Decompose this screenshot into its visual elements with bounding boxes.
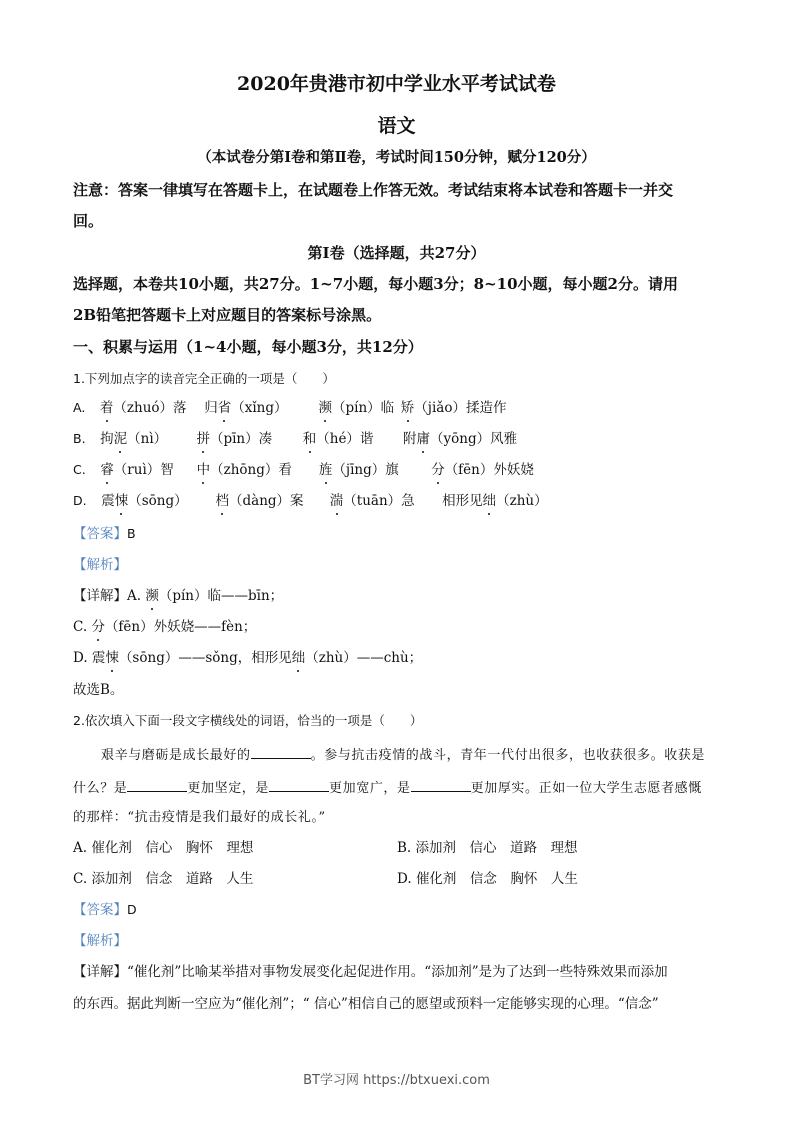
q2-option-b: B. 添加剂 信心 道路 理想 (397, 840, 578, 856)
q1-d-item-4: 相形见绌（zhù） (442, 493, 548, 509)
q1-option-b: B. 拘泥（nì） 拼（pīn）凑 和（hé）谐 附庸（yōng）风雅 (73, 431, 518, 447)
q1-conclusion: 故选B。 (73, 682, 124, 698)
q2-option-d: D. 催化剂 信念 胸怀 人生 (397, 871, 578, 887)
blank-2 (127, 777, 187, 792)
footer-watermark: BT学习网 https://btxuexi.com (303, 1073, 490, 1088)
exam-title: 2020年贵港市初中学业水平考试试卷 (237, 73, 556, 95)
answer-value: B (127, 526, 136, 541)
q1-b-item-1: 拘泥（nì） (100, 431, 168, 447)
q1-option-a: A. 着（zhuó）落 归省（xǐng） 濒（pín）临 矫（jiǎo）揉造作 (73, 400, 507, 416)
section-heading: 一、积累与运用（1~4小题，每小题3分，共12分） (73, 338, 423, 356)
q1-a-item-1: 着（zhuó）落 (99, 400, 187, 416)
answer-label: 【答案】 (73, 902, 127, 918)
detail-label: 【详解】 (73, 588, 127, 604)
q1-c-item-4: 分（fēn）外妖娆 (431, 462, 534, 478)
q1-a-item-4: 矫（jiǎo）揉造作 (400, 400, 507, 416)
q1-stem: 1.下列加点字的读音完全正确的一项是（ ） (73, 371, 335, 386)
q1-detail-2: C. 分（fēn）外妖娆——fèn； (73, 619, 257, 635)
blank-1 (251, 744, 311, 759)
notice-line-1: 注意：答案一律填写在答题卡上，在试题卷上作答无效。考试结束将本试卷和答题卡一并交 (73, 181, 674, 199)
part1-heading: 第Ⅰ卷（选择题，共27分） (307, 244, 486, 262)
q1-d-item-1: 震悚（sōng） (101, 493, 188, 509)
q1-d-item-3: 湍（tuān）急 (329, 493, 415, 509)
q1-b-item-3: 和（hé）谐 (302, 431, 374, 447)
q2-answer (73, 900, 137, 920)
q1-detail-1: 【详解】A. 濒（pín）临——bīn； (73, 588, 284, 604)
q1-analysis-label: 【解析】 (73, 557, 127, 573)
q2-passage-line-2: 什么？是 更加坚定，是 更加宽广，是 更加厚实。正如一位大学生志愿者感慨 (73, 777, 702, 799)
q1-c-item-2: 中（zhōng）看 (196, 462, 292, 478)
q2-options-row-1 (73, 838, 733, 858)
q2-passage-line-3: 的那样：“抗击疫情是我们最好的成长礼。” (73, 810, 326, 825)
notice-line-2: 回。 (73, 212, 104, 230)
q2-options-row-2 (73, 869, 733, 889)
q2-detail-2: 的东西。据此判断一空应为“催化剂”；“ 信心”相信自己的愿望或预料一定能够实现的心理。“信念” (73, 996, 659, 1012)
q2-detail-1: 【详解】“催化剂”比喻某举措对事物发展变化起促进作用。“添加剂”是为了达到一些特殊效果而添加 (73, 964, 668, 980)
q2-stem: 2.依次填入下面一段文字横线处的词语，恰当的一项是（ ） (73, 713, 423, 728)
q1-answer (73, 524, 136, 544)
q2-option-a: A. 催化剂 信心 胸怀 理想 (73, 840, 254, 856)
q1-c-item-3: 旌（jīng）旗 (318, 462, 399, 478)
exam-info: （本试卷分第Ⅰ卷和第Ⅱ卷，考试时间150分钟，赋分120分） (197, 149, 596, 166)
q2-analysis-label: 【解析】 (73, 933, 127, 949)
q1-a-item-3: 濒（pín）临 (318, 400, 395, 416)
q1-d-item-2: 档（dàng）案 (215, 493, 304, 509)
q2-passage-line-1: 艰辛与磨砺是成长最好的 。参与抗击疫情的战斗，青年一代付出很多，也收获很多。收获是 (101, 744, 705, 766)
subject-title: 语文 (377, 115, 416, 137)
q1-option-c: C. 睿（ruì）智 中（zhōng）看 旌（jīng）旗 分（fēn）外妖娆 (73, 462, 534, 478)
blank-3 (269, 777, 329, 792)
q1-b-item-2: 拼（pīn）凑 (196, 431, 273, 447)
blank-4 (411, 777, 471, 792)
part1-instructions-1: 选择题，本卷共10小题，共27分。1~7小题，每小题3分；8~10小题，每小题2分。请用 (73, 275, 678, 293)
q2-option-c: C. 添加剂 信念 道路 人生 (73, 871, 254, 887)
q1-detail-3: D. 震悚（sōng）——sǒng，相形见绌（zhù）——chù； (73, 650, 423, 666)
answer-label: 【答案】 (73, 526, 127, 542)
q1-a-item-2: 归省（xǐng） (204, 400, 288, 416)
part1-instructions-2: 2B铅笔把答题卡上对应题目的答案标号涂黑。 (73, 306, 382, 324)
q1-b-item-4: 附庸（yōng）风雅 (403, 431, 518, 447)
q1-c-item-1: 睿（ruì）智 (100, 462, 174, 478)
answer-value: D (127, 902, 137, 917)
q1-option-d: D. 震悚（sōng） 档（dàng）案 湍（tuān）急 相形见绌（zhù） (73, 493, 548, 509)
detail-label: 【详解】 (73, 964, 127, 980)
